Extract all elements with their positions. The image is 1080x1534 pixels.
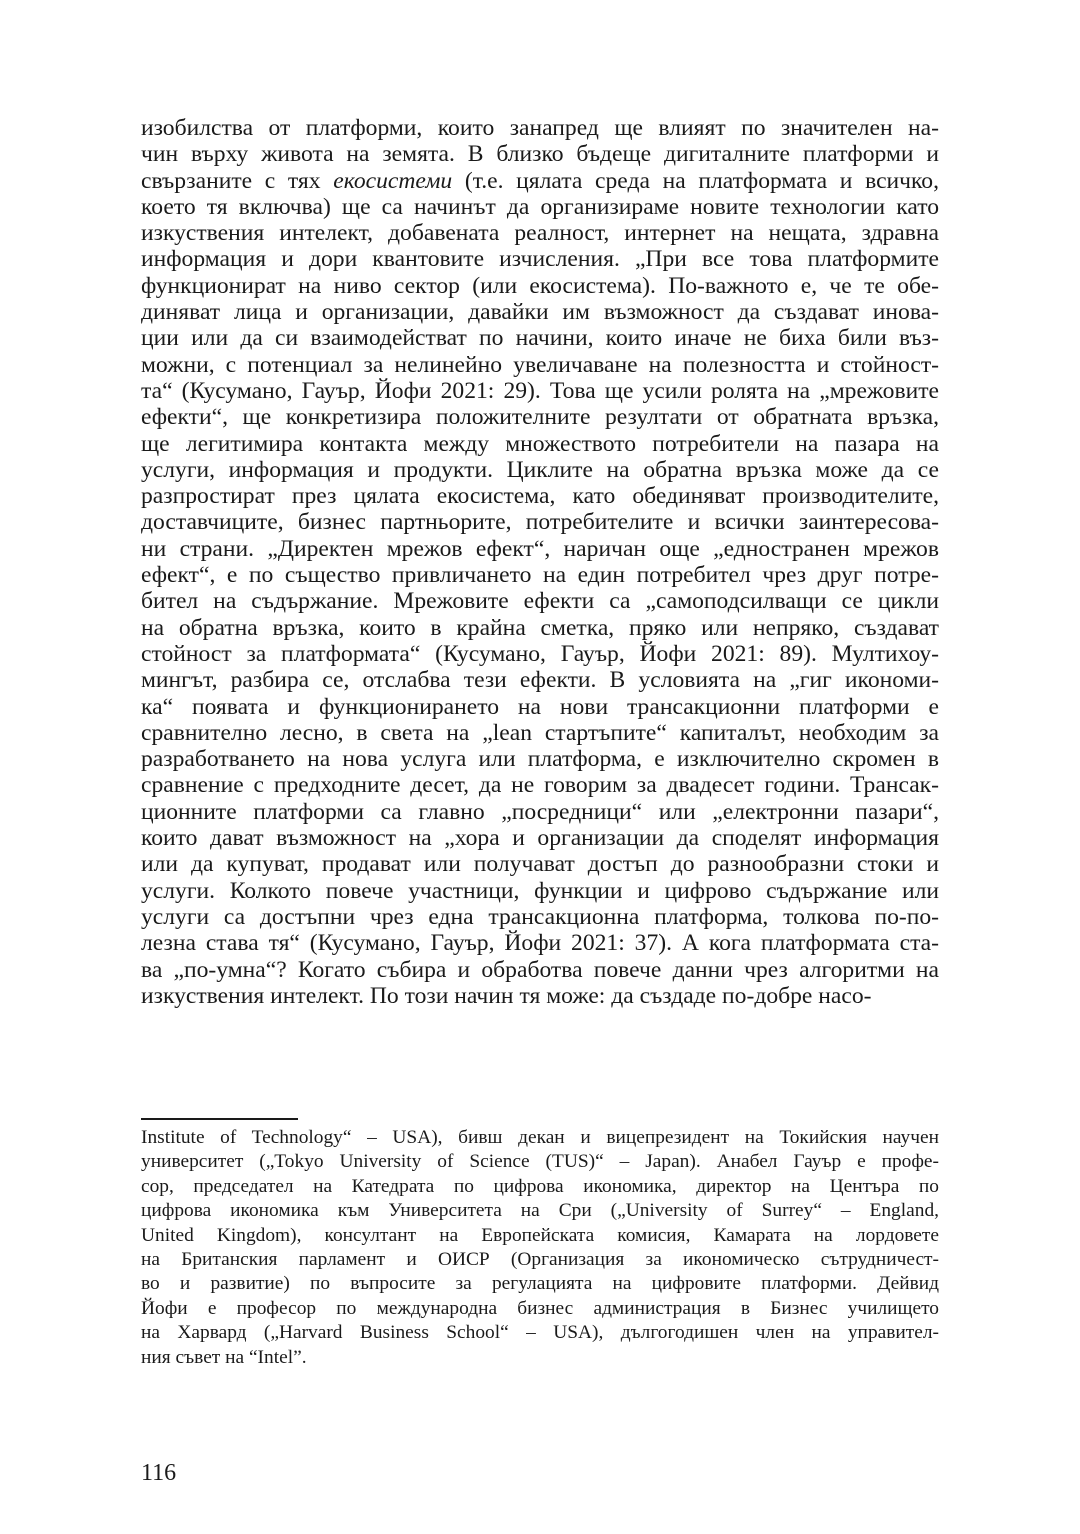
footnote-separator xyxy=(141,1118,298,1120)
footnote-line: университет („Tokyo University of Science (TUS)“ – Japan). Анабел Гауър е профе- xyxy=(141,1151,939,1173)
body-text-line: ка“ появата и функционирането на нови трансакционни платформи е xyxy=(141,693,939,720)
body-text-line: услуги са достъпни чрез една трансакционна платформа, толкова по-по- xyxy=(141,903,939,930)
footnote-line: United Kingdom), консултант на Европейската комисия, Камарата на лордовете xyxy=(141,1224,939,1246)
body-text-line: ще легитимира контакта между множеството потребители на пазара на xyxy=(141,430,939,457)
body-text-line: или да купуват, продават или получават достъп до разнообразни стоки и xyxy=(141,851,939,878)
main-body-text xyxy=(141,115,939,1009)
body-text-line: ефект“, е по същество привличането на един потребител чрез друг потре- xyxy=(141,562,939,589)
footnote-line: на Британския парламент и ОИСР (Организация за икономическо сътрудничест- xyxy=(141,1249,939,1271)
body-text-line: което тя включва) ще са начинът да организираме новите технологии като xyxy=(141,193,939,220)
footnote-line: сор, председател на Катедрата по цифрова икономика, директор на Центъра по xyxy=(141,1175,939,1197)
footnote-line: цифрова икономика към Университета на Сри („University of Surrey“ – England, xyxy=(141,1200,939,1222)
body-text-line: мингът, разбира се, отслабва тези ефекти. В условията на „гиг икономи- xyxy=(141,667,939,694)
body-text-line: ва „по-умна“? Когато събира и обработва повече данни чрез алгоритми на xyxy=(141,956,939,983)
body-text-line: услуги. Колкото повече участници, функции и цифрово съдържание или xyxy=(141,877,939,904)
body-text-line: сравнително лесно, в света на „lean стартъпите“ капиталът, необходим за xyxy=(141,719,939,746)
body-text-line: които дават възможност на „хора и организации да споделят информация xyxy=(141,825,939,852)
page-number: 116 xyxy=(141,1460,177,1486)
body-text-line: доставчиците, бизнес партньорите, потребителите и всички заинтересова- xyxy=(141,509,939,536)
body-text-line: услуги, информация и продукти. Циклите на обратна връзка може да се xyxy=(141,456,939,483)
body-text-line: функционират на ниво сектор (или екосистема). По-важното е, че те обе- xyxy=(141,272,939,299)
body-text-line: сравнение с предходните десет, да не говорим за двадесет години. Трансак- xyxy=(141,772,939,799)
footnote-line: во и развитие) по въпросите за регулацията на цифровите платформи. Дейвид xyxy=(141,1273,939,1295)
body-text-line: изобилства от платформи, които занапред ще влияят по значителен на- xyxy=(141,115,939,141)
body-text-line: ни страни. „Директен мрежов ефект“, наричан още „едностранен мрежов xyxy=(141,535,939,562)
body-text-line: диняват лица и организации, давайки им възможност да създават инова- xyxy=(141,299,939,326)
body-text-line: та“ (Кусумано, Гауър, Йофи 2021: 29). Това ще усили ролята на „мрежовите xyxy=(141,377,939,404)
body-text-line: изкуствения интелект. По този начин тя може: да създаде по-добре насо- xyxy=(141,982,872,1009)
body-text-line: свързаните с тях екосистеми (т.е. цялата среда на платформата и всичко, xyxy=(141,167,940,194)
body-text-line: стойност за платформата“ (Кусумано, Гауър, Йофи 2021: 89). Мултихоу- xyxy=(141,640,939,667)
body-text-line: информация и дори квантовите изчисления. „При все това платформите xyxy=(141,246,939,273)
body-text-line: разпростират през цялата екосистема, като обединяват производителите, xyxy=(141,483,939,510)
body-text-line: изкуствения интелект, добавената реалност, интернет на нещата, здравна xyxy=(141,220,939,247)
footnote-line: Institute of Technology“ – USA), бивш декан и вицепрезидент на Токийския научен xyxy=(141,1127,939,1148)
footnote-line: ния съвет на “Intel”. xyxy=(141,1346,307,1368)
body-text-line: ефекти“, ще конкретизира положителните резултати от обратната връзка, xyxy=(141,404,939,431)
footnote-text xyxy=(141,1126,939,1370)
footnote-line: Йофи е професор по международна бизнес администрация в Бизнес училището xyxy=(141,1297,939,1319)
body-text-line: разработването на нова услуга или платформа, е изключително скромен в xyxy=(141,746,939,773)
body-text-line: бител на съдържание. Мрежовите ефекти са „самоподсилващи се цикли xyxy=(141,588,939,615)
footnote-line: на Харвард („Harvard Business School“ – USA), дългогодишен член на управител- xyxy=(141,1322,939,1344)
body-text-line: лезна става тя“ (Кусумано, Гауър, Йофи 2021: 37). А кога платформата ста- xyxy=(141,930,939,957)
body-text-line: ции или да си взаимодействат по начини, които иначе не биха били въз- xyxy=(141,325,939,352)
body-text-line: ционните платформи са главно „посредници“ или „електронни пазари“, xyxy=(141,798,939,825)
emphasized-term: екосистеми xyxy=(333,167,453,194)
body-text-line: чин върху живота на земята. В близко бъдеще дигиталните платформи и xyxy=(141,141,939,168)
body-text-line: можни, с потенциал за нелинейно увеличаване на полезността и стойност- xyxy=(141,351,939,378)
body-text-line: на обратна връзка, които в крайна сметка, пряко или непряко, създават xyxy=(141,614,939,641)
